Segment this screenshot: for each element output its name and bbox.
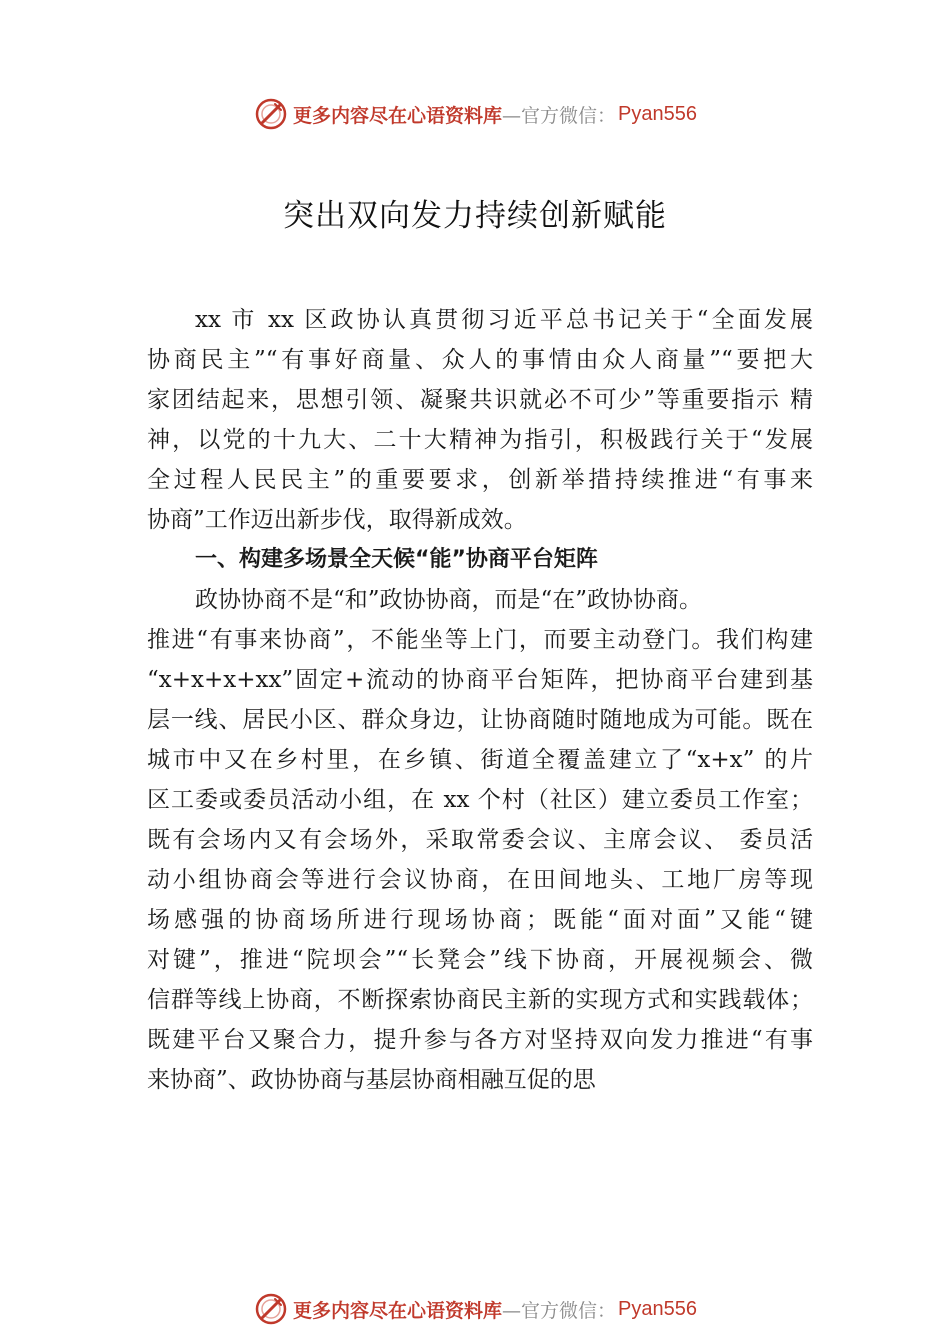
document-body xyxy=(147,300,813,1100)
banner-brand-text: 更多内容尽在心语资料库 xyxy=(293,104,503,127)
paragraph-line: 城市中又在乡村里，在乡镇、街道全覆盖建立了“x+x” 的片 xyxy=(147,747,813,773)
intro-paragraph xyxy=(147,300,813,540)
banner-separator-text: —官方微信： xyxy=(502,104,617,127)
paragraph-line: 家团结起来，思想引领、凝聚共识就必不可少”等重要指示 精 xyxy=(147,387,813,413)
page-title: 突出双向发力持续创新赋能 xyxy=(283,198,667,234)
paragraph-line: 场感强的协商场所进行现场协商；既能“面对面”又能“键 xyxy=(147,907,813,933)
paragraph-line: 政协协商不是“和”政协协商，而是“在”政协协商。 xyxy=(195,587,703,613)
paragraph-line: 推进“有事来协商”，不能坐等上门，而要主动登门。我们构建 xyxy=(147,627,813,653)
footer-banner xyxy=(0,1289,950,1329)
section1-paragraph xyxy=(147,580,813,1100)
paragraph-line: 协商民主”“有事好商量、众人的事情由众人商量”“要把大 xyxy=(147,347,813,373)
brush-logo-icon xyxy=(253,1291,289,1327)
paragraph-line: 既有会场内又有会场外，采取常委会议、主席会议、 委员活 xyxy=(147,827,813,853)
header-banner xyxy=(0,94,950,134)
paragraph-line: 协商”工作迈出新步伐，取得新成效。 xyxy=(147,507,527,533)
paragraph-line: 信群等线上协商，不断探索协商民主新的实现方式和实践载体； xyxy=(147,987,813,1013)
paragraph-line: 来协商”、政协协商与基层协商相融互促的思 xyxy=(147,1067,596,1093)
paragraph-line: xx 市 xx 区政协认真贯彻习近平总书记关于“全面发展 xyxy=(195,307,813,333)
brush-logo-icon xyxy=(253,96,289,132)
paragraph-line: 对键”，推进“院坝会”“长凳会”线下协商，开展视频会、微 xyxy=(147,947,813,973)
banner-wechat-id: Pyan556 xyxy=(618,1297,697,1320)
paragraph-line: “x+x+x+xx”固定+流动的协商平台矩阵，把协商平台建到基 xyxy=(147,667,813,693)
paragraph-line: 动小组协商会等进行会议协商，在田间地头、工地厂房等现 xyxy=(147,867,813,893)
paragraph-line: 神，以党的十九大、二十大精神为指引，积极践行关于“发展 xyxy=(147,427,813,453)
paragraph-line: 既建平台又聚合力，提升参与各方对坚持双向发力推进“有事 xyxy=(147,1027,813,1053)
paragraph-line: 全过程人民民主”的重要要求，创新举措持续推进“有事来 xyxy=(147,467,813,493)
paragraph-line: 区工委或委员活动小组，在 xx 个村（社区）建立委员工作室； xyxy=(147,787,813,813)
section-heading: 一、构建多场景全天候“能”协商平台矩阵 xyxy=(195,547,598,572)
banner-brand-text: 更多内容尽在心语资料库 xyxy=(293,1299,503,1322)
banner-wechat-id: Pyan556 xyxy=(618,102,697,125)
paragraph-line: 层一线、居民小区、群众身边，让协商随时随地成为可能。既在 xyxy=(147,707,813,733)
banner-separator-text: —官方微信： xyxy=(502,1299,617,1322)
